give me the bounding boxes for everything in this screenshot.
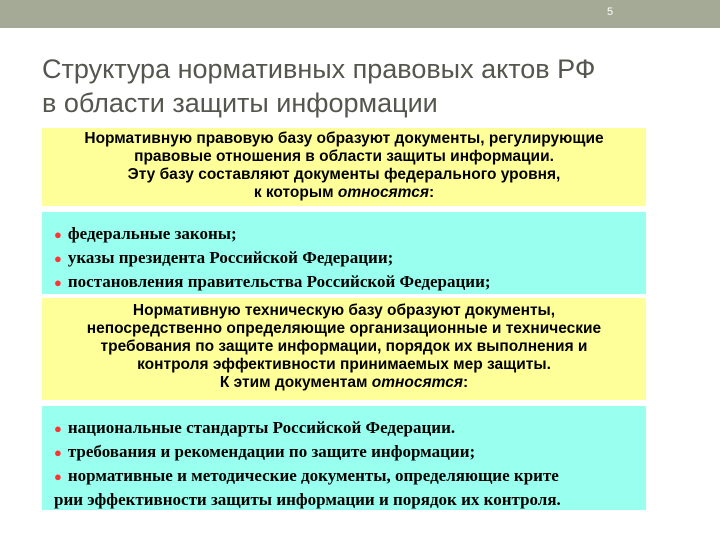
title-line-1: Структура нормативных правовых актов РФ <box>42 54 596 84</box>
bullet-icon: ● <box>54 275 62 290</box>
legal-base-prefix: к которым <box>253 184 338 201</box>
technical-docs-list <box>42 406 646 510</box>
legal-base-line-4 <box>42 184 646 202</box>
list-item <box>54 464 646 488</box>
technical-base-line-1: Нормативную техническую базу образуют документы, <box>132 302 556 319</box>
list-item <box>54 270 646 294</box>
list-item-text: требования и рекомендации по защите информации; <box>67 442 476 461</box>
technical-base-line-3: требования по защите информации, порядок их выполнения и <box>100 338 588 355</box>
list-item <box>54 246 646 270</box>
slide-number: 5 <box>606 6 614 18</box>
title-line-2: в области защиты информации <box>42 88 438 118</box>
legal-base-italic: относятся <box>337 184 430 201</box>
list-item-text: постановления правительства Российской Федерации; <box>67 272 491 291</box>
technical-base-line-5 <box>42 374 646 392</box>
top-bar-accent <box>640 0 720 28</box>
bullet-icon: ● <box>54 227 62 242</box>
technical-base-suffix: : <box>462 374 469 391</box>
bullet-icon: ● <box>54 445 62 460</box>
legal-base-line-3: Эту базу составляют документы федерального уровня, <box>127 166 561 183</box>
list-item-text: национальные стандарты Российской Федерации. <box>67 418 456 437</box>
legal-base-line-1: Нормативную правовую базу образуют документы, регулирующие <box>84 130 604 147</box>
bullet-icon: ● <box>54 469 62 484</box>
slide-title <box>42 52 682 120</box>
technical-base-line-4: контроля эффективности принимаемых мер защиты. <box>137 356 551 373</box>
technical-base-prefix: К этим документам <box>219 374 372 391</box>
list-item <box>54 222 646 246</box>
list-item <box>54 416 646 440</box>
legal-base-line-2: правовые отношения в области защиты информации. <box>134 148 554 165</box>
list-item-text: указы президента Российской Федерации; <box>67 248 394 267</box>
list-item-text: федеральные законы; <box>67 224 237 243</box>
bullet-icon: ● <box>54 251 62 266</box>
legal-base-box <box>42 128 646 206</box>
list-item-text: нормативные и методические документы, определяющие крите <box>67 466 559 485</box>
technical-base-box <box>42 298 646 400</box>
bullet-icon: ● <box>54 421 62 436</box>
list-item-continuation: рии эффективности защиты информации и порядок их контроля. <box>54 490 561 509</box>
technical-base-italic: относятся <box>371 374 463 391</box>
technical-base-line-2: непосредственно определяющие организационные и технические <box>86 320 602 337</box>
list-item <box>54 440 646 464</box>
legal-docs-list <box>42 212 646 294</box>
top-bar <box>0 0 640 28</box>
legal-base-suffix: : <box>429 184 435 201</box>
